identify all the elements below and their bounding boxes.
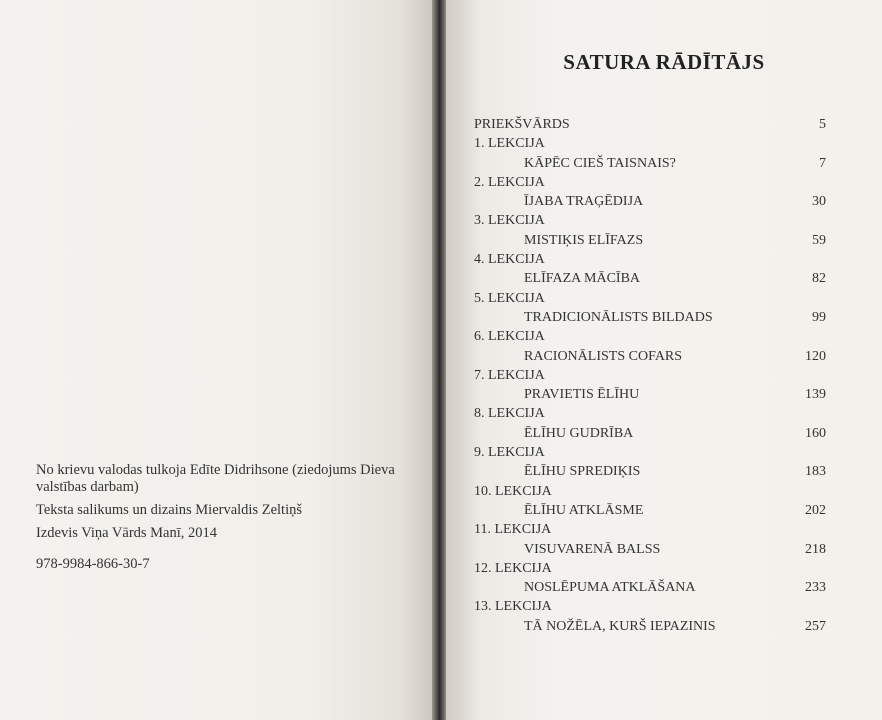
toc-page-number: 202 [805,502,826,518]
toc-page-number: 82 [812,271,826,287]
toc-page-number: 233 [805,580,826,596]
isbn: 978-9984-866-30-7 [36,556,150,572]
toc-entry: ĒLĪHU SPREDIĶIS [524,464,641,480]
toc-row [474,578,832,597]
toc-row [474,327,832,346]
toc-page-number: 7 [819,155,826,171]
toc-page-number: 218 [805,541,826,557]
toc-entry: 2. LEKCIJA [474,174,545,190]
toc-page-number: 183 [805,464,826,480]
toc-page-number: 99 [812,309,826,325]
toc-title: SATURA RĀDĪTĀJS [563,50,765,74]
toc-row [474,443,832,462]
toc-page-number: 160 [805,425,826,441]
toc-entry: 13. LEKCIJA [474,599,552,615]
toc-row [474,308,832,327]
toc-row [474,540,832,559]
translator-credit: No krievu valodas tulkoja Edīte Didrihsone (ziedojums Dieva valstības darbam) [36,462,395,495]
toc-entry: 3. LEKCIJA [474,213,545,229]
toc-row [474,385,832,404]
toc-page-number: 139 [805,387,826,403]
toc-row [474,462,832,481]
toc-row [474,366,832,385]
book-spine [432,0,446,720]
toc-entry: PRAVIETIS ĒLĪHU [524,387,640,403]
toc-row [474,347,832,366]
toc-row [474,520,832,539]
toc-row [474,404,832,423]
toc-row [474,115,832,134]
toc-entry: ĒLĪHU ATKLĀSME [524,502,644,518]
left-page [0,0,436,720]
toc-page-number: 30 [812,194,826,210]
toc-entry: 1. LEKCIJA [474,136,545,152]
toc-row [474,269,832,288]
toc-row [474,482,832,501]
toc-entry: 10. LEKCIJA [474,483,552,499]
toc-page-number: 120 [805,348,826,364]
toc-row [474,250,832,269]
toc-page-number: 5 [819,117,826,132]
typesetting-credit: Teksta salikums un dizains Miervaldis Zeltiņš [36,502,302,518]
toc-entry: 7. LEKCIJA [474,367,545,383]
toc-page-number: 257 [805,618,826,634]
toc-entry: 12. LEKCIJA [474,560,552,576]
toc-entry: 8. LEKCIJA [474,406,545,422]
toc-row [474,231,832,250]
toc-entry: KĀPĒC CIEŠ TAISNAIS? [524,155,676,171]
toc-row [474,211,832,230]
toc-entry: 5. LEKCIJA [474,290,545,306]
toc-entry: 9. LEKCIJA [474,445,545,461]
toc-entry: ĒLĪHU GUDRĪBA [524,425,634,441]
toc-entry: MISTIĶIS ELĪFAZS [524,232,644,248]
toc-page-number: 59 [812,232,826,248]
toc-row [474,424,832,443]
toc-entry: ELĪFAZA MĀCĪBA [524,271,641,287]
toc-entry: NOSLĒPUMA ATKLĀŠANA [524,580,696,596]
toc-entry: TĀ NOŽĒLA, KURŠ IEPAZINIS [524,618,716,634]
toc-row [474,173,832,192]
toc-entry: RACIONĀLISTS COFARS [524,348,683,364]
toc-entry: 4. LEKCIJA [474,252,545,268]
publisher-credit: Izdevis Viņa Vārds Manī, 2014 [36,525,218,541]
toc-entry: TRADICIONĀLISTS BILDADS [524,309,713,325]
toc-row [474,154,832,173]
toc-row [474,289,832,308]
toc-row [474,192,832,211]
toc-row [474,559,832,578]
colophon [36,462,396,579]
toc-row [474,501,832,520]
table-of-contents [474,115,832,636]
toc-entry: 11. LEKCIJA [474,522,552,538]
toc-row [474,617,832,636]
toc-entry: 6. LEKCIJA [474,329,545,345]
toc-entry: PRIEKŠVĀRDS [474,117,570,132]
toc-entry: VISUVARENĀ BALSS [524,541,661,557]
toc-row [474,134,832,153]
toc-row [474,597,832,616]
toc-entry: ĪJABA TRAĢĒDIJA [524,194,644,210]
